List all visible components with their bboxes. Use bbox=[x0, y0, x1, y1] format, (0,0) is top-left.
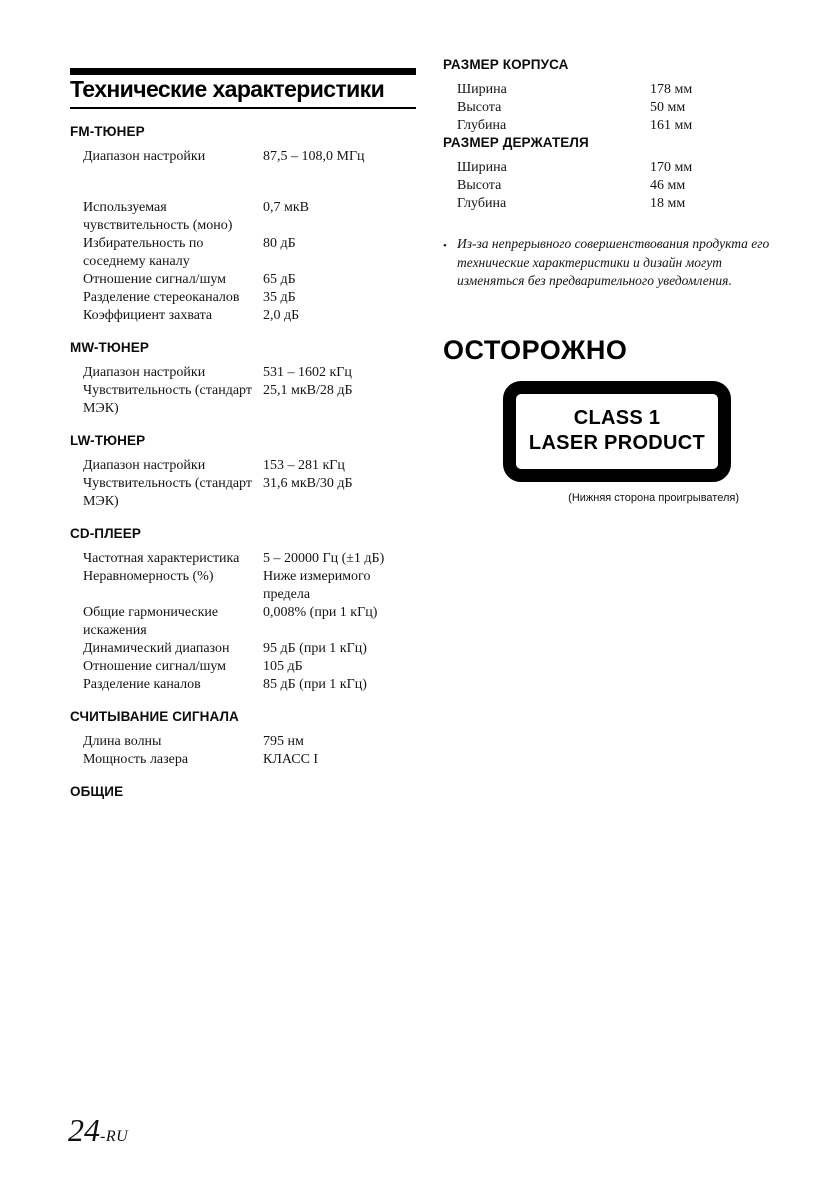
spec-value: 87,5 – 108,0 МГц bbox=[263, 149, 365, 164]
spec-label: Мощность лазера bbox=[83, 752, 189, 767]
section-heading: СЧИТЫВАНИЕ СИГНАЛА bbox=[70, 709, 239, 724]
spec-value: Ниже измеримого предела bbox=[263, 569, 371, 602]
spec-value: 25,1 мкВ/28 дБ bbox=[263, 383, 353, 398]
spec-value: 35 дБ bbox=[263, 290, 296, 305]
spec-label: Диапазон настройки bbox=[83, 149, 206, 164]
spec-label: Избирательность по соседнему каналу bbox=[83, 236, 204, 269]
spec-row bbox=[457, 159, 789, 177]
page-number-suffix: -RU bbox=[100, 1128, 129, 1145]
spec-value: 531 – 1602 кГц bbox=[263, 365, 352, 380]
spec-row bbox=[83, 658, 416, 676]
spec-row bbox=[83, 457, 416, 475]
section-heading: MW-ТЮНЕР bbox=[70, 340, 149, 355]
section-general bbox=[70, 784, 416, 799]
spec-row bbox=[83, 199, 416, 235]
spec-label: Глубина bbox=[457, 196, 507, 211]
spec-label: Разделение стереоканалов bbox=[83, 290, 240, 305]
spec-row bbox=[83, 640, 416, 658]
spec-label: Диапазон настройки bbox=[83, 365, 206, 380]
spec-row bbox=[83, 568, 416, 604]
spec-label: Динамический диапазон bbox=[83, 641, 230, 656]
spec-row bbox=[457, 81, 789, 99]
spec-label: Высота bbox=[457, 178, 502, 193]
caution-heading: ОСТОРОЖНО bbox=[443, 334, 628, 365]
section-lw-tuner bbox=[70, 433, 416, 511]
spec-value: 31,6 мкВ/30 дБ bbox=[263, 476, 353, 491]
page-number-value: 24 bbox=[68, 1112, 100, 1148]
spec-label: Чувствительность (стандарт МЭК) bbox=[83, 383, 252, 416]
spec-label: Неравномерность (%) bbox=[83, 569, 214, 584]
spec-row bbox=[83, 148, 416, 166]
spec-value: 50 мм bbox=[650, 100, 686, 115]
spec-value: 0,7 мкВ bbox=[263, 200, 309, 215]
spec-row bbox=[457, 177, 789, 195]
spec-label: Ширина bbox=[457, 82, 507, 97]
spec-value: 2,0 дБ bbox=[263, 308, 300, 323]
spec-label: Отношение сигнал/шум bbox=[83, 272, 227, 287]
spec-value: КЛАСС I bbox=[263, 752, 319, 767]
spec-value: 46 мм bbox=[650, 178, 686, 193]
spec-value: 80 дБ bbox=[263, 236, 296, 251]
spec-label: Глубина bbox=[457, 118, 507, 133]
spec-label: Общие гармонические искажения bbox=[83, 605, 219, 638]
spec-row bbox=[83, 382, 416, 418]
spec-value: 0,008% (при 1 кГц) bbox=[263, 605, 378, 620]
spec-row bbox=[83, 550, 416, 568]
spec-row bbox=[83, 364, 416, 382]
section-heading: ОБЩИЕ bbox=[70, 784, 124, 799]
spec-row bbox=[83, 307, 416, 325]
spec-value: 95 дБ (при 1 кГц) bbox=[263, 641, 367, 656]
spec-value: 153 – 281 кГц bbox=[263, 458, 345, 473]
bullet-marker: • bbox=[443, 240, 447, 252]
section-holder-size bbox=[443, 135, 789, 213]
spec-value: 170 мм bbox=[650, 160, 693, 175]
spec-row bbox=[83, 676, 416, 694]
spec-value: 85 дБ (при 1 кГц) bbox=[263, 677, 367, 692]
title-block bbox=[70, 68, 416, 109]
spec-label: Разделение каналов bbox=[83, 677, 201, 692]
spec-value: 161 мм bbox=[650, 118, 693, 133]
section-mw-tuner bbox=[70, 340, 416, 418]
spec-row bbox=[83, 751, 416, 769]
spec-value: 105 дБ bbox=[263, 659, 303, 674]
spec-row bbox=[83, 289, 416, 307]
spec-value: 5 – 20000 Гц (±1 дБ) bbox=[263, 551, 385, 566]
spec-row bbox=[457, 99, 789, 117]
spec-row bbox=[83, 271, 416, 289]
laser-class-label bbox=[503, 381, 731, 482]
spec-value: 18 мм bbox=[650, 196, 686, 211]
spec-label: Коэффициент захвата bbox=[83, 308, 213, 323]
disclaimer-text: Из-за непрерывного совершенствования продукта его технические характеристики и дизайн могут изменяться без предварительного уведомления. bbox=[457, 236, 770, 288]
spec-label: Длина волны bbox=[83, 734, 162, 749]
laser-label-line2: LASER PRODUCT bbox=[528, 432, 706, 454]
spec-row bbox=[83, 475, 416, 511]
spec-row bbox=[457, 117, 789, 135]
section-heading: CD-ПЛЕЕР bbox=[70, 526, 141, 541]
spec-value: 65 дБ bbox=[263, 272, 296, 287]
spec-label: Отношение сигнал/шум bbox=[83, 659, 227, 674]
section-heading: РАЗМЕР КОРПУСА bbox=[443, 57, 569, 72]
spec-row bbox=[457, 195, 789, 213]
laser-label-line1: CLASS 1 bbox=[573, 407, 661, 429]
section-heading: FM-ТЮНЕР bbox=[70, 124, 145, 139]
spec-label: Диапазон настройки bbox=[83, 458, 206, 473]
spec-label: Высота bbox=[457, 100, 502, 115]
disclaimer-note bbox=[443, 235, 783, 291]
spec-value: 178 мм bbox=[650, 82, 693, 97]
page-number bbox=[68, 1112, 128, 1149]
spec-label: Чувствительность (стандарт МЭК) bbox=[83, 476, 252, 509]
section-fm-tuner bbox=[70, 124, 416, 325]
spec-row bbox=[83, 733, 416, 751]
section-heading: РАЗМЕР ДЕРЖАТЕЛЯ bbox=[443, 135, 589, 150]
spec-value: 795 нм bbox=[263, 734, 304, 749]
section-heading: LW-ТЮНЕР bbox=[70, 433, 146, 448]
spec-label: Ширина bbox=[457, 160, 507, 175]
section-signal-readout bbox=[70, 709, 416, 769]
laser-label-caption: (Нижняя сторона проигрывателя) bbox=[568, 491, 739, 504]
right-column bbox=[443, 57, 789, 504]
spec-row bbox=[83, 235, 416, 271]
spec-row bbox=[83, 604, 416, 640]
page-title: Технические характеристики bbox=[70, 76, 385, 102]
spec-label: Используемая чувствительность (моно) bbox=[83, 200, 233, 233]
left-column bbox=[70, 68, 416, 808]
section-body-size bbox=[443, 57, 789, 135]
spec-label: Частотная характеристика bbox=[83, 551, 240, 566]
section-cd-player bbox=[70, 526, 416, 694]
